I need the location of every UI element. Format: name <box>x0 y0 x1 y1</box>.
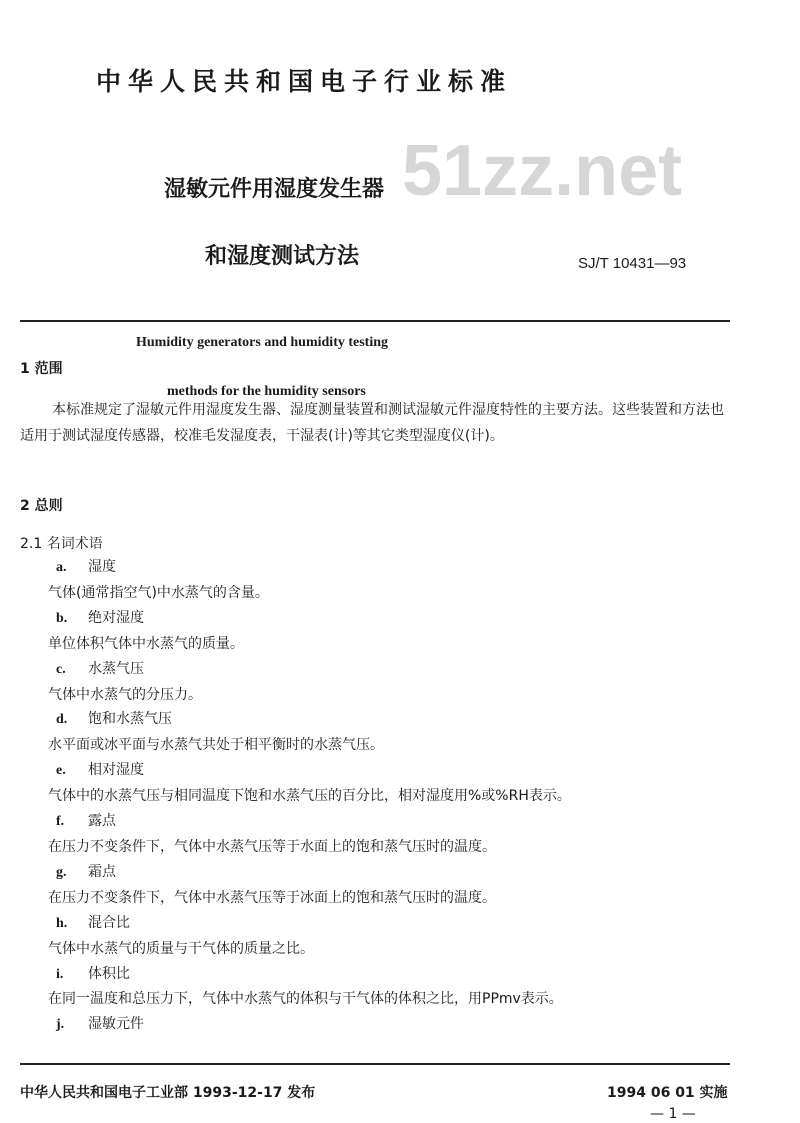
term-label: c. <box>56 661 66 677</box>
term-label: g. <box>56 864 67 880</box>
term-heading <box>48 809 571 835</box>
term-definition: 在同一温度和总压力下，气体中水蒸气的体积与干气体的体积之比，用PPmv表示。 <box>48 991 563 1008</box>
term-definition: 在压力不变条件下，气体中水蒸气压等于冰面上的饱和蒸气压时的温度。 <box>48 889 496 906</box>
term-heading <box>48 860 571 886</box>
term-label: d. <box>56 712 68 728</box>
term-heading <box>48 707 571 733</box>
term-heading <box>48 758 571 784</box>
section-2-heading: 2 总则 <box>20 498 63 514</box>
term-name: 饱和水蒸气压 <box>88 711 172 728</box>
title-line-1: 湿敏元件用湿度发生器 <box>164 177 385 202</box>
title-line-2: 和湿度测试方法 <box>205 244 360 269</box>
term-name: 水蒸气压 <box>88 660 144 677</box>
term-name: 湿度 <box>88 559 116 575</box>
term-name: 湿敏元件 <box>88 1016 144 1033</box>
term-name: 体积比 <box>88 965 130 982</box>
section-1-heading: 1 范围 <box>20 361 63 377</box>
page-number: — 1 — <box>650 1106 696 1122</box>
issue-info: 中华人民共和国电子工业部 1993-12-17 发布 <box>20 1085 316 1101</box>
standard-header: 中华人民共和国电子行业标准 <box>96 67 513 96</box>
footer-divider <box>20 1063 730 1065</box>
term-name: 绝对湿度 <box>88 609 144 626</box>
term-definition: 单位体积气体中水蒸气的质量。 <box>48 635 244 652</box>
term-label: b. <box>56 610 68 626</box>
terms-list <box>48 555 571 1038</box>
term-definition: 水平面或冰平面与水蒸气共处于相平衡时的水蒸气压。 <box>48 737 384 754</box>
term-definition: 气体中水蒸气的质量与干气体的质量之比。 <box>48 940 314 957</box>
english-title-line-1: Humidity generators and humidity testing <box>136 335 389 350</box>
term-label: e. <box>56 763 66 779</box>
term-heading <box>48 606 571 632</box>
term-label: j. <box>56 1017 65 1033</box>
term-definition: 气体(通常指空气)中水蒸气的含量。 <box>48 584 269 601</box>
term-heading <box>48 911 571 937</box>
effective-date: 1994 06 01 实施 <box>607 1085 728 1101</box>
english-title-line-2: methods for the humidity sensors <box>167 384 366 399</box>
term-label: h. <box>56 915 68 931</box>
term-heading <box>48 657 571 683</box>
term-definition: 气体中的水蒸气压与相同温度下饱和水蒸气压的百分比，相对湿度用%或%RH表示。 <box>48 788 571 805</box>
term-label: f. <box>56 814 65 830</box>
term-heading <box>48 555 571 581</box>
term-label: i. <box>56 966 64 982</box>
term-name: 混合比 <box>88 914 130 931</box>
term-definition: 在压力不变条件下，气体中水蒸气压等于水面上的饱和蒸气压时的温度。 <box>48 838 496 855</box>
term-name: 露点 <box>88 813 116 830</box>
term-label: a. <box>56 560 67 575</box>
term-heading <box>48 962 571 988</box>
section-1-paragraph: 本标准规定了湿敏元件用湿度发生器、湿度测量装置和测试湿敏元件湿度特性的主要方法。这些装置和方法也适用于测试湿度传感器，校准毛发湿度表，干湿表(计)等其它类型湿度仪(计)。 <box>20 402 724 444</box>
term-name: 霜点 <box>88 863 116 880</box>
section-2-1-heading: 2.1 名词术语 <box>20 536 103 552</box>
term-name: 相对湿度 <box>88 762 144 779</box>
header-divider <box>20 320 730 322</box>
term-heading <box>48 1012 571 1038</box>
term-definition: 气体中水蒸气的分压力。 <box>48 686 202 703</box>
watermark: 51zz.net <box>402 131 683 211</box>
standard-code: SJ/T 10431—93 <box>578 255 687 272</box>
